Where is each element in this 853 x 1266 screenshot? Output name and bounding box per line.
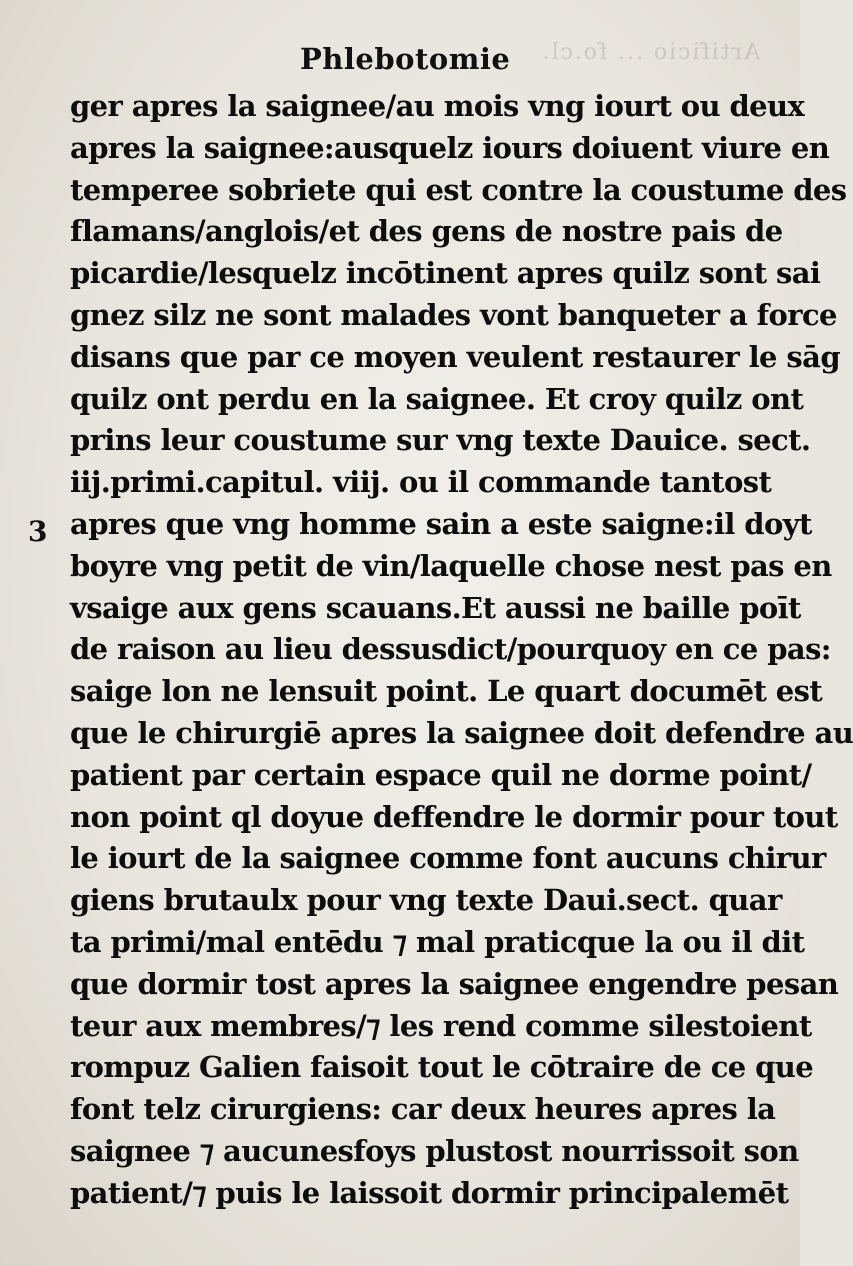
text-line: ger apres la saignee/au mois vng iourt ou deux [70,89,805,123]
text-line: disans que par ce moyen veulent restaurer le sāg [70,339,841,374]
text-line: quilz ont perdu en la saignee. Et croy quilz ont [70,381,804,416]
margin-note: 3 [28,515,48,548]
running-head: Phlebotomie [300,42,511,76]
text-line: vsaige aux gens scauans.Et aussi ne baille poīt [70,590,801,625]
text-line: saignee ⁊ aucunesfoys plustost nourrissoit son [70,1133,799,1168]
text-line: picardie/lesquelz incōtinent apres quilz sont sai [70,256,821,291]
text-line: que dormir tost apres la saignee engendre pesan [70,966,839,1001]
text-line: rompuz Galien faisoit tout le cōtraire de ce que [70,1050,814,1085]
text-line: giens brutaulx pour vng texte Daui.sect. quar [70,883,782,918]
text-line: saige lon ne lensuit point. Le quart documēt est [70,674,823,709]
text-line: iij.primi.capitul. viij. ou il commande tantost [70,465,772,500]
text-line: patient par certain espace quil ne dorme point/ [70,757,812,792]
text-line: font telz cirurgiens: car deux heures apres la [70,1092,776,1127]
text-line: flamans/anglois/et des gens de nostre pais de [70,214,783,249]
text-line: teur aux membres/⁊ les rend comme silestoient [70,1008,812,1043]
text-line: apres que vng homme sain a este saigne:il doyt [70,506,812,541]
text-line: de raison au lieu dessusdict/pourquoy en ce pas: [70,632,831,667]
text-line: gnez silz ne sont malades vont banqueter a force [70,297,837,332]
text-line: prins leur coustume sur vng texte Dauice. sect. [70,423,811,458]
text-line: le iourt de la saignee comme font aucuns chirur [70,841,826,876]
text-line: que le chirurgiē apres la saignee doit defendre au [70,715,853,750]
text-line: apres la saignee:ausquelz iours doiuent viure en [70,130,830,165]
text-line: patient/⁊ puis le laissoit dormir principalemēt [70,1175,789,1210]
bleed-through-text: Artificio ... fo.cl. [540,40,760,65]
body-text [70,86,853,1236]
text-line: non point ql doyue deffendre le dormir pour tout [70,799,838,834]
text-line: temperee sobriete qui est contre la coustume des [70,172,847,207]
text-line: ta primi/mal entēdu ⁊ mal praticque la ou il dit [70,924,805,959]
text-line: boyre vng petit de vin/laquelle chose nest pas en [70,548,832,583]
